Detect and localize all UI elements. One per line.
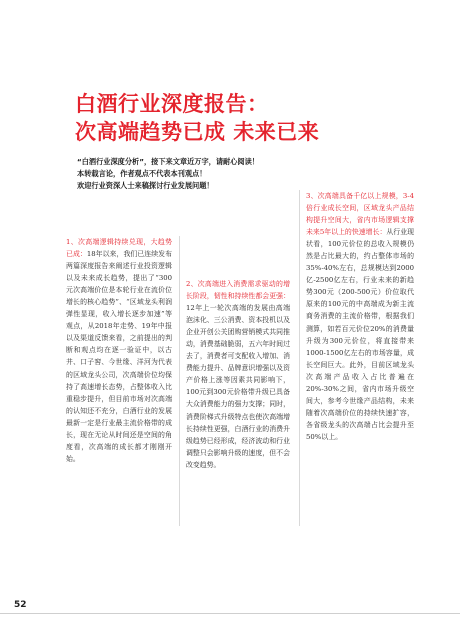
article-column-1 xyxy=(66,236,172,465)
footer-rule xyxy=(0,613,460,614)
column-2-body: 12年上一轮次高端的发展由高端泡沫化、三公消费、资本投机以及企业开创公关团购营销模式共同推动，消费基础脆弱，五六年时间过去了，消费者可支配收入增加、消费能力提升、品牌意识增强以及资产价格上涨等因素共同影响下，100元到300元价格带升级已具备大众消费能力的强力支撑；同时，消费阶梯式升级特点也使次高端增长持续性更强，白酒行业的消费升级趋势已经形成，经济波动和行业调整只会影响升级的速度，但不会改变趋势。 xyxy=(186,304,290,469)
article-column-2 xyxy=(186,278,290,471)
article-title xyxy=(75,90,415,146)
title-line-2: 次高端趋势已成 未来已来 xyxy=(75,120,320,144)
column-3-body: 从行业现状看，100元价位的总收入规模仍然是占比最大的，约占整体市场的35%-40%左右，总规模达到2000亿-2500亿左右，行业未来的新趋势300元（200-500元）价位取代原来的100元的中高端成为新主流商务消费的主流价格带，根据我们测算，如若百元价位20%的消费量升级为300元价位，将直接带来1000-1500亿左右的市场容量，成长空间巨大。此外，目前区域龙头次高端产品收入占比普遍在20%-30%之间，省内市场升级空间大，参考今世缘产品结构，未来随着次高端价位的持续快速扩容，各省级龙头的次高端占比会提升至50%以上。 xyxy=(306,228,415,441)
editor-note xyxy=(77,156,417,192)
column-3-heading: 3、次高端具备千亿以上规模，3-4倍行业成长空间，区域龙头产品结构提升空间大，省内市场逻辑支撑未来5年以上的快速增长： xyxy=(306,192,414,237)
editor-note-line-1: “白酒行业深度分析”，接下来文章近万字，请耐心阅读！ xyxy=(77,157,259,166)
column-1-body: 18年以来，我们已连续发布两篇深度报告来阐述行业投资逻辑以及未来成长趋势，提出了“300元次高端价位是本轮行业在流价位增长的核心趋势”、“区域龙头利润弹性显现，收入增长逐步加速”等观点，从2018年走势、19年中报以及渠道反馈来看，之前提出的判断和观点均在逐一验证中，以古井、口子窖、今世缘、洋河为代表的区域龙头公司，次高端价位均保持了高速增长态势，占整体收入比重稳步提升，但目前市场对次高端的认知还不充分，白酒行业的发展最新一定是行业最主流价格带的成长，现在无论从时间还是空间的角度看，次高端的成长都才刚刚开始。 xyxy=(66,250,172,463)
column-divider xyxy=(179,236,180,526)
column-divider xyxy=(299,190,300,526)
page-number: 52 xyxy=(14,600,27,610)
editor-note-line-2: 本转载言论，作者观点不代表本刊观点！ xyxy=(77,169,207,178)
article-column-3 xyxy=(306,190,414,443)
column-1-heading: 1、次高端逻辑持续兑现，大趋势已成： xyxy=(66,238,172,259)
editor-note-line-3: 欢迎行业资深人士来稿探讨行业发展问题！ xyxy=(77,181,214,190)
title-line-1: 白酒行业深度报告： xyxy=(75,92,269,116)
column-2-heading: 2、次高端进入消费需求驱动的增长阶段，韧性和持续性都会更强： xyxy=(186,280,290,301)
